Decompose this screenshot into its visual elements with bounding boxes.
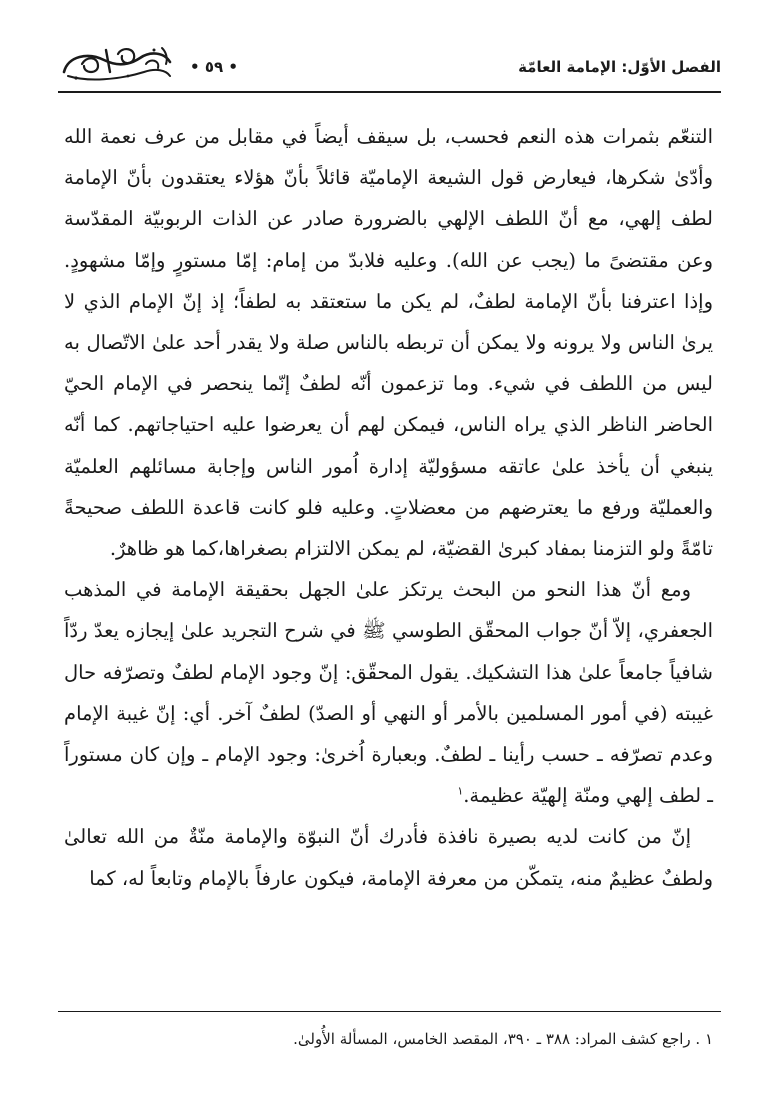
calligraphy-logo-icon [58, 42, 176, 84]
footnote-marker[interactable]: ١ [457, 784, 464, 798]
paragraph: التنعّم بثمرات هذه النعم فحسب، بل سيقف أيضاً في مقابل من عرف نعمة الله وأدّىٰ شكرها، فيعارض قول الشيعة الإماميّة قائلاً بأنّ هؤلاء يعتقدون بأنّ الإمامة لطف إلهي، مع أنّ اللطف الإلهي بالضرورة صادر عن الذات الربوبيّة المقدّسة وعن مقتضىً ما (يجب عن الله). وعليه فلابدّ من إمام: إمّا مستورٍ وإمّا مشهودٍ. وإذا اعترفنا بأنّ الإمامة لطفٌ، لم يكن ما ستعتقد به لطفاً؛ إذ إنّ الإمام الذي لا يرىٰ الناس ولا يرونه ولا يمكن أن تربطه بالناس صلة ولا يقدر أحد علىٰ الاتّصال به ليس من اللطف في شيء. وما تزعمون أنّه لطفٌ إنّما ينحصر في الإمام الحيّ الحاضر الناظر الذي يراه الناس، فيمكن لهم أن يعرضوا عليه احتياجاتهم. كما أنّه ينبغي أن يأخذ علىٰ عاتقه مسؤوليّة إدارة اُمور الناس وإجابة مسائلهم العلميّة والعمليّة ورفع ما يعترضهم من معضلاتٍ. وعليه فلو كانت قاعدة اللطف صحيحةً تامّةً ولو التزمنا بمفاد كبرىٰ القضيّة، لم يمكن الالتزام بصغراها،كما هو ظاهرٌ. [64, 125, 713, 561]
footnote-divider [58, 1011, 721, 1012]
chapter-title: الفصل الأوّل: الإمامة العامّة [518, 58, 721, 76]
body-text [64, 116, 713, 899]
paragraph: إنّ من كانت لديه بصيرة نافذة فأدرك أنّ النبوّة والإمامة منّةٌ من الله تعالىٰ ولطفٌ عظيمٌ منه، يتمكّن من معرفة الإمامة، فيكون عارفاً بالإمام وتابعاً له، كما [64, 825, 713, 890]
page-header [58, 44, 721, 88]
paragraph [64, 569, 713, 816]
header-divider [58, 91, 721, 93]
paragraph-text: ومع أنّ هذا النحو من البحث يرتكز علىٰ الجهل بحقيقة الإمامة في المذهب الجعفري، إلاّ أنّ جواب المحقّق الطوسي ﷺ في شرح التجريد علىٰ إيجازه يعدّ ردّاً شافياً جامعاً علىٰ هذا التشكيك. يقول المحقّق: إنّ وجود الإمام لطفٌ وتصرّفه حال غيبته (في أمور المسلمين بالأمر أو النهي أو الصدّ) لطفٌ آخر. أي: إنّ غيبة الإمام وعدم تصرّفه ـ حسب رأينا ـ لطفٌ. وبعبارة اُخرىٰ: وجود الإمام ـ وإن كان مستوراً ـ لطف إلهي ومنّة إلهيّة عظيمة. [64, 578, 713, 808]
footnote: ١ . راجع كشف المراد: ٣٨٨ ـ ٣٩٠، المقصد الخامس، المسألة الأُولىٰ. [293, 1030, 713, 1048]
page-number: • ٥٩ • [190, 58, 238, 76]
